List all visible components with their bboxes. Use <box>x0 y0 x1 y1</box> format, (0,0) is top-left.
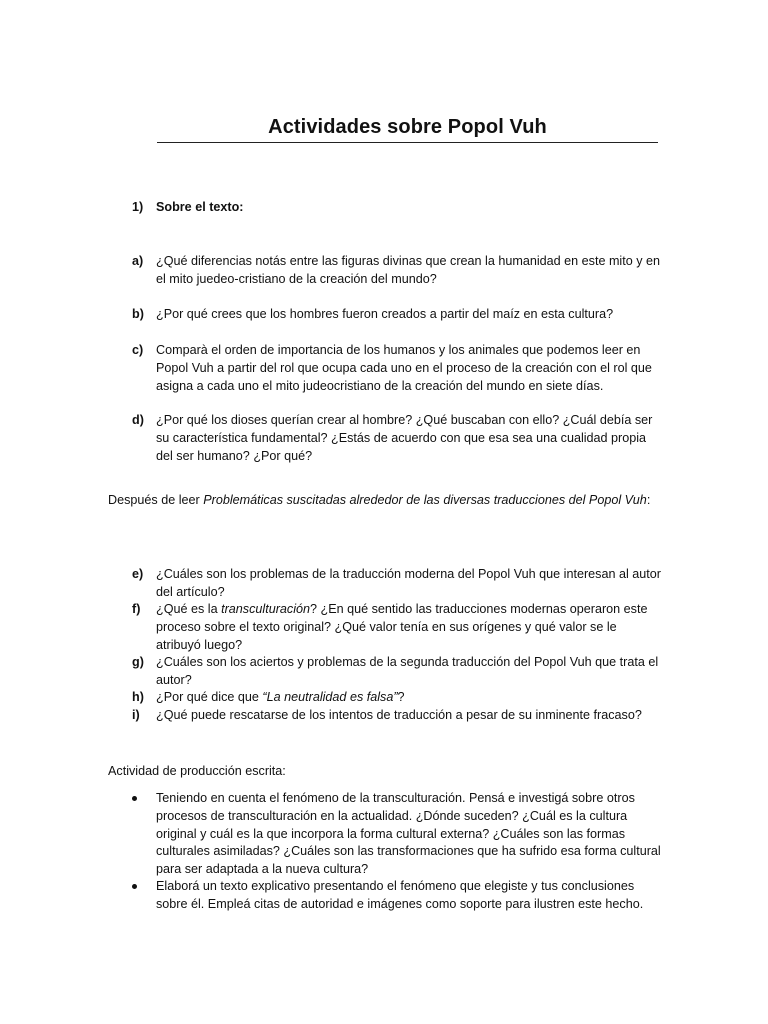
after-reading-suffix: : <box>646 493 651 507</box>
question-label: f) <box>132 602 141 616</box>
question-text <box>156 689 661 707</box>
question-text: Comparà el orden de importancia de los humanos y los animales que podemos leer en Popol Vuh a partir del rol que ocupa cada uno en el proceso de la creación con el rol que asigna a cada uno el mito judeocristiano de la creación del mundo en siete días. <box>156 343 652 393</box>
bullet-text: Teniendo en cuenta el fenómeno de la transculturación. Pensá e investigá sobre otros procesos de transculturación en la actualidad. ¿Dónde suceden? ¿Cuál es la cultura original y cuál es la que incorpora la forma cultural externa? ¿Cuáles son las formas culturales asimiladas? ¿Cuáles son las transformaciones que ha sufrido esa forma cultural para ser adaptada a la nueva cultura? <box>156 791 661 877</box>
question-text: ¿Qué diferencias notás entre las figuras divinas que crean la humanidad en este mito y en el mito juedeo-cristiano de la creación del mundo? <box>156 254 661 286</box>
question-label: e) <box>132 567 144 581</box>
question-text-post: ? <box>397 690 405 704</box>
question-label: i) <box>132 708 140 722</box>
question-label: c) <box>132 343 144 357</box>
page-title: Actividades sobre Popol Vuh <box>268 116 547 138</box>
question-text-pre: ¿Qué es la <box>156 602 222 616</box>
question-text-italic: “La neutralidad es falsa” <box>262 690 398 704</box>
after-reading-prefix: Después de leer <box>108 493 204 507</box>
after-reading-heading <box>108 492 668 510</box>
title-underline <box>157 142 658 143</box>
section-title: Sobre el texto: <box>156 200 244 214</box>
article-title: Problemáticas suscitadas alrededor de las diversas traducciones del Popol Vuh <box>203 493 647 507</box>
question-label: h) <box>132 690 144 704</box>
question-text <box>156 601 661 654</box>
question-label: a) <box>132 254 144 268</box>
question-label: g) <box>132 655 144 669</box>
question-text: ¿Cuáles son los problemas de la traducción moderna del Popol Vuh que interesan al autor del artículo? <box>156 567 661 599</box>
question-text: ¿Por qué crees que los hombres fueron creados a partir del maíz en esta cultura? <box>156 307 614 321</box>
bullet-text: Elaborá un texto explicativo presentando el fenómeno que elegiste y tus conclusiones sobre él. Empleá citas de autoridad e imágenes como soporte para ilustren este hecho. <box>156 879 644 911</box>
question-text: ¿Qué puede rescatarse de los intentos de traducción a pesar de su inminente fracaso? <box>156 708 642 722</box>
written-activity-heading: Actividad de producción escrita: <box>108 764 286 778</box>
question-label: d) <box>132 413 144 427</box>
question-text-post: ? ¿En qué sentido las traducciones modernas operaron este proceso sobre el texto original? ¿Qué valor tenía en sus orígenes y qué valor se le atribuyó luego? <box>156 602 648 652</box>
question-label: b) <box>132 307 144 321</box>
question-text-italic: transculturación <box>221 602 311 616</box>
bullet-dot <box>132 884 137 889</box>
question-text-pre: ¿Por qué dice que <box>156 690 263 704</box>
question-text: ¿Por qué los dioses querían crear al hombre? ¿Qué buscaban con ello? ¿Cuál debía ser su característica fundamental? ¿Estás de acuerdo con que esa sea una cualidad propia del ser humano? ¿Por qué? <box>156 413 653 463</box>
question-text: ¿Cuáles son los aciertos y problemas de la segunda traducción del Popol Vuh que trata el autor? <box>156 655 659 687</box>
section-number: 1) <box>132 200 144 214</box>
bullet-dot <box>132 796 137 801</box>
